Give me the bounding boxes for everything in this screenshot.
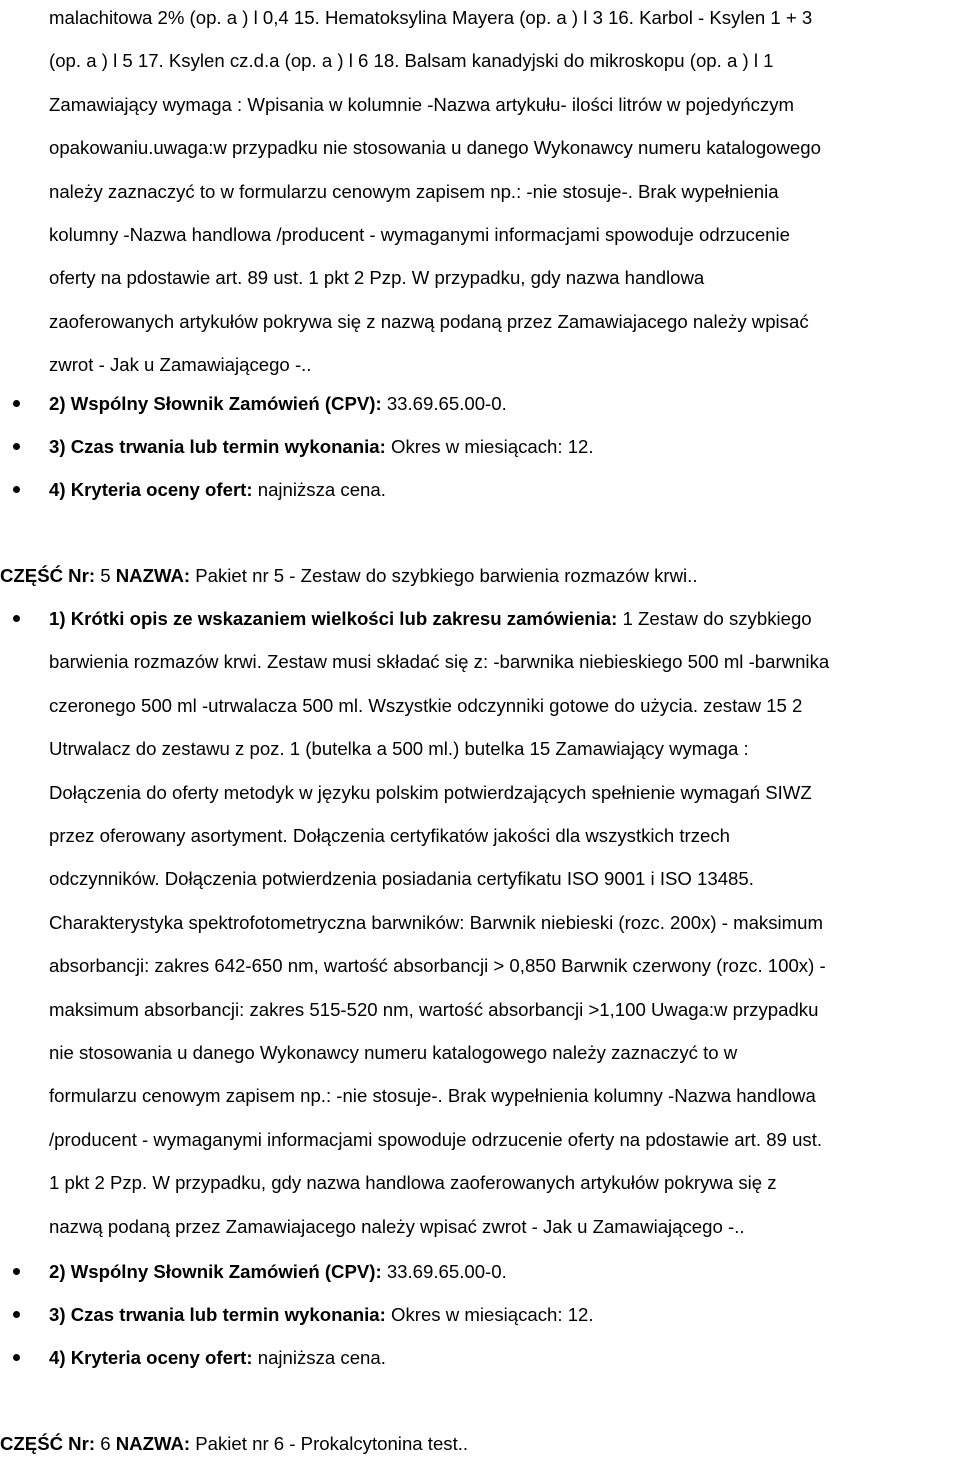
item-value: najniższa cena.: [252, 1347, 386, 1368]
text-line: zwrot - Jak u Zamawiającego -..: [49, 354, 312, 376]
heading-value: 5: [95, 565, 116, 586]
item-value: 33.69.65.00-0.: [381, 1261, 507, 1282]
text-line: należy zaznaczyć to w formularzu cenowym zapisem np.: -nie stosuje-. Brak wypełnienia: [49, 180, 779, 202]
criteria-item: [49, 479, 386, 501]
text-line: Zamawiający wymaga : Wpisania w kolumnie -Nazwa artykułu- ilości litrów w pojedyńczym: [49, 93, 795, 115]
heading-label: CZĘŚĆ Nr:: [0, 565, 96, 586]
text-line: Charakterystyka spektrofotometryczna barwników: Barwnik niebieski (rozc. 200x) - maksimum: [49, 911, 823, 933]
bullet-icon: [13, 486, 20, 493]
item-label: 2) Wspólny Słownik Zamówień (CPV):: [49, 393, 382, 414]
item-value: najniższa cena.: [252, 479, 386, 500]
bullet-icon: [13, 443, 20, 450]
text-line: /producent - wymaganymi informacjami spowoduje odrzucenie oferty na pdostawie art. 89 ust.: [49, 1128, 823, 1150]
heading-value: Pakiet nr 6 - Prokalcytonina test..: [190, 1433, 469, 1454]
cpv-item: [49, 393, 507, 415]
duration-item: [49, 1304, 594, 1326]
text-line: Utrwalacz do zestawu z poz. 1 (butelka a 500 ml.) butelka 15 Zamawiający wymaga :: [49, 738, 749, 760]
text-line: odczynników. Dołączenia potwierdzenia posiadania certyfikatu ISO 9001 i ISO 13485.: [49, 868, 754, 890]
cpv-item: [49, 1261, 507, 1283]
part-6-heading: [0, 1433, 468, 1455]
part-5-heading: [0, 565, 697, 587]
text-line: 1 pkt 2 Pzp. W przypadku, gdy nazwa handlowa zaoferowanych artykułów pokrywa się z: [49, 1172, 777, 1194]
text-line: nie stosowania u danego Wykonawcy numeru katalogowego należy zaznaczyć to w: [49, 1042, 738, 1064]
text-line: formularzu cenowym zapisem np.: -nie stosuje-. Brak wypełnienia kolumny -Nazwa handlowa: [49, 1085, 816, 1107]
text-line: zaoferowanych artykułów pokrywa się z nazwą podaną przez Zamawiajacego należy wpisać: [49, 310, 809, 332]
paragraph-part4-description: [49, 0, 960, 387]
text-line: barwienia rozmazów krwi. Zestaw musi składać się z: -barwnika niebieskiego 500 ml -barwnika: [49, 651, 830, 673]
heading-value: Pakiet nr 5 - Zestaw do szybkiego barwienia rozmazów krwi..: [190, 565, 698, 586]
item-value: Okres w miesiącach: 12.: [385, 436, 594, 457]
bullet-icon: [13, 400, 20, 407]
bullet-icon: [13, 1268, 20, 1275]
text-line: opakowaniu.uwaga:w przypadku nie stosowania u danego Wykonawcy numeru katalogowego: [49, 137, 821, 159]
item-label: 4) Kryteria oceny ofert:: [49, 1347, 253, 1368]
bullet-icon: [13, 1354, 20, 1361]
item-label: 3) Czas trwania lub termin wykonania:: [49, 436, 386, 457]
text-line: (op. a ) l 5 17. Ksylen cz.d.a (op. a ) l 6 18. Balsam kanadyjski do mikroskopu (op. a ) l 1: [49, 50, 774, 72]
item-value: Okres w miesiącach: 12.: [385, 1304, 594, 1325]
text-line: czeronego 500 ml -utrwalacza 500 ml. Wszystkie odczynniki gotowe do użycia. zestaw 15 2: [49, 694, 803, 716]
criteria-item: [49, 1347, 386, 1369]
item-value: 1 Zestaw do szybkiego: [617, 608, 812, 629]
text-line: maksimum absorbancji: zakres 515-520 nm, wartość absorbancji >1,100 Uwaga:w przypadku: [49, 998, 819, 1020]
text-line: Dołączenia do oferty metodyk w języku polskim potwierdzających spełnienie wymagań SIWZ: [49, 781, 812, 803]
heading-label: NAZWA:: [115, 1433, 191, 1454]
heading-label: CZĘŚĆ Nr:: [0, 1433, 96, 1454]
heading-value: 6: [95, 1433, 116, 1454]
text-line: malachitowa 2% (op. a ) l 0,4 15. Hematoksylina Mayera (op. a ) l 3 16. Karbol - Ksylen 1 + 3: [49, 7, 813, 28]
bullet-icon: [13, 615, 20, 622]
text-line: oferty na pdostawie art. 89 ust. 1 pkt 2 Pzp. W przypadku, gdy nazwa handlowa: [49, 267, 705, 289]
item-label: 2) Wspólny Słownik Zamówień (CPV):: [49, 1261, 382, 1282]
item-label: 3) Czas trwania lub termin wykonania:: [49, 1304, 386, 1325]
bullet-icon: [13, 1311, 20, 1318]
text-line: kolumny -Nazwa handlowa /producent - wymaganymi informacjami spowoduje odrzucenie: [49, 224, 790, 246]
short-description-item: [49, 597, 960, 1248]
text-line: [49, 597, 960, 640]
item-label: 1) Krótki opis ze wskazaniem wielkości lub zakresu zamówienia:: [49, 608, 618, 629]
item-label: 4) Kryteria oceny ofert:: [49, 479, 253, 500]
text-line: nazwą podaną przez Zamawiajacego należy wpisać zwrot - Jak u Zamawiającego -..: [49, 1215, 745, 1237]
text-line: absorbancji: zakres 642-650 nm, wartość absorbancji > 0,850 Barwnik czerwony (rozc. 100x) -: [49, 955, 826, 977]
duration-item: [49, 436, 594, 458]
text-line: przez oferowany asortyment. Dołączenia certyfikatów jakości dla wszystkich trzech: [49, 825, 730, 847]
item-value: 33.69.65.00-0.: [381, 393, 507, 414]
heading-label: NAZWA:: [115, 565, 191, 586]
